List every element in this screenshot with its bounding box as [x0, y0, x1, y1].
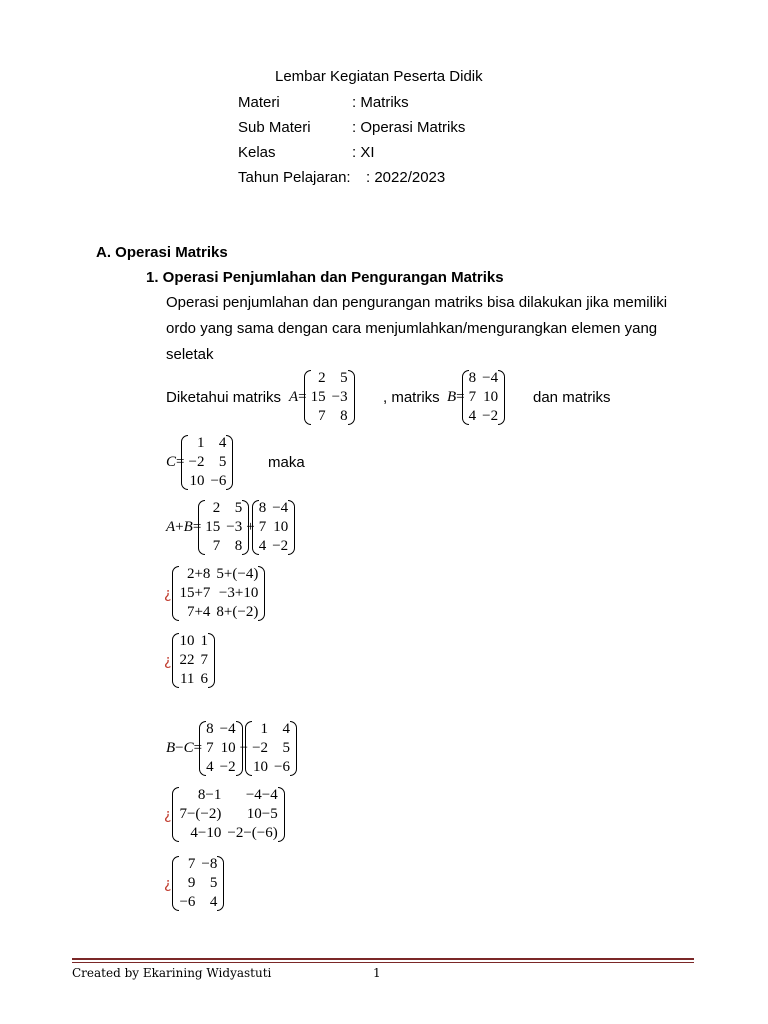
matrix-cell: 4 — [282, 721, 290, 737]
matrix-row — [256, 499, 291, 518]
header-label-tahun: Tahun Pelajaran: — [238, 169, 351, 186]
matrix-row — [176, 584, 261, 603]
diff-equation: B − C = 8 −4 7 10 4 −2 − 1 4 −2 5 10 −6 — [166, 720, 294, 777]
sum-result: ¿ 10 1 22 7 11 6 — [164, 632, 212, 689]
matrix-row — [249, 720, 293, 739]
matrix-cell: 10 — [189, 473, 205, 489]
matrix-cell: −2 — [272, 538, 289, 554]
matrix-row — [176, 651, 211, 670]
header-value-materi: : Matriks — [352, 94, 409, 111]
sum-matrix-A — [202, 499, 245, 556]
matrix-cell: −2 — [188, 454, 205, 470]
header-label-sub-materi: Sub Materi — [238, 119, 311, 136]
footer-rule-thick — [72, 958, 694, 960]
matrix-C — [185, 434, 229, 491]
matrix-cell: 5 — [340, 370, 348, 386]
matrix-cell: 2+8 — [186, 566, 211, 582]
matrix-row — [202, 518, 245, 537]
matrix-cell: −4 — [219, 721, 236, 737]
matrix-cell: 7−(−2) — [179, 806, 222, 822]
diff-result-matrix — [176, 855, 220, 912]
matrix-cell: 5 — [234, 500, 243, 516]
matrix-row — [202, 499, 245, 518]
matrix-cell: 7 — [206, 740, 214, 756]
matrix-cell: 22 — [179, 652, 195, 668]
matrix-cell: −6 — [274, 759, 290, 775]
matrix-cell: 4−10 — [190, 825, 222, 841]
given-prefix: Diketahui matriks — [166, 389, 282, 406]
matrix-cell: 10 — [273, 519, 289, 535]
matrix-row — [176, 893, 220, 912]
header-label-kelas: Kelas — [238, 144, 276, 161]
matrix-row — [466, 407, 501, 426]
matrix-row — [176, 565, 261, 584]
diff-step-matrix — [176, 786, 280, 843]
paragraph-line-2: ordo yang sama dengan cara menjumlahkan/mengurangkan elemen yang — [166, 320, 658, 337]
matrix-cell: 10−5 — [246, 806, 278, 822]
matrix-cell: 8+(−2) — [216, 604, 259, 620]
matrix-cell: 6 — [200, 671, 208, 687]
paragraph-line-1: Operasi penjumlahan dan pengurangan matriks bisa dilakukan jika memiliki — [166, 294, 668, 311]
matrix-row — [176, 603, 261, 622]
matrix-cell: 4 — [218, 435, 227, 451]
matrix-cell: −2 — [219, 759, 236, 775]
matrix-cell: 5 — [282, 740, 290, 756]
matrix-cell: −3 — [226, 519, 243, 535]
header-value-sub-materi: : Operasi Matriks — [352, 119, 466, 136]
matrix-cell: 2 — [212, 500, 221, 516]
matrix-cell: 7 — [318, 408, 326, 424]
matrix-cell: −2−(−6) — [227, 825, 278, 841]
matrix-cell: 2 — [318, 370, 326, 386]
matrix-cell: −8 — [201, 856, 218, 872]
diff-result: ¿ 7 −8 9 5 −6 4 — [164, 855, 221, 912]
matrix-cell: 7 — [258, 519, 267, 535]
matrix-cell: 9 — [187, 875, 196, 891]
maka-text: maka — [268, 454, 305, 471]
matrix-B — [466, 369, 501, 426]
subsection-heading: 1. Operasi Penjumlahan dan Pengurangan Matriks — [146, 269, 504, 286]
matrix-cell: −3 — [331, 389, 348, 405]
header-value-tahun: : 2022/2023 — [366, 169, 446, 186]
footer-page-number: 1 — [373, 966, 381, 980]
matrix-row — [466, 369, 501, 388]
matrix-cell: −6 — [210, 473, 227, 489]
matrix-B-definition: B = 8 −4 7 10 4 −2 — [447, 369, 502, 426]
matrix-cell: 10 — [220, 740, 236, 756]
matrix-row — [256, 537, 291, 556]
matrix-cell: −4 — [272, 500, 289, 516]
matrix-cell: 5 — [209, 875, 218, 891]
footer-rule-thin — [72, 962, 694, 963]
matrix-cell: 1 — [260, 721, 269, 737]
matrix-row — [256, 518, 291, 537]
matrix-A-definition: A = 2 5 15 −3 7 8 — [289, 369, 352, 426]
matrix-row — [185, 434, 229, 453]
matrix-cell: 7 — [200, 652, 208, 668]
matrix-cell: 1 — [200, 633, 208, 649]
sum-result-matrix — [176, 632, 211, 689]
matrix-A — [308, 369, 351, 426]
worksheet-title: Lembar Kegiatan Peserta Didik — [275, 68, 483, 85]
matrix-row — [176, 632, 211, 651]
paragraph-line-3: seletak — [166, 346, 214, 363]
matrix-cell: 7+4 — [186, 604, 211, 620]
matrix-cell: −6 — [179, 894, 196, 910]
matrix-cell: 11 — [179, 671, 195, 687]
matrix-cell: −2 — [252, 740, 269, 756]
matrix-cell: 8 — [206, 721, 214, 737]
matrix-cell: −2 — [482, 408, 499, 424]
matrix-cell: 4 — [209, 894, 218, 910]
matrix-row — [176, 824, 280, 843]
matrix-cell: 15 — [310, 389, 326, 405]
matrix-cell: 8 — [340, 408, 348, 424]
matrix-row — [176, 874, 220, 893]
diff-matrix-B — [203, 720, 238, 777]
matrix-cell: 8 — [468, 370, 477, 386]
matrix-cell: −4 — [482, 370, 499, 386]
matrix-cell: 7 — [468, 389, 477, 405]
matrix-cell: 8 — [258, 500, 267, 516]
matrix-cell: 4 — [468, 408, 477, 424]
given-mid: , matriks — [383, 389, 440, 406]
sum-equation: A + B = 2 5 15 −3 7 8 + 8 −4 7 10 4 −2 — [166, 499, 292, 556]
matrix-cell: 5 — [218, 454, 227, 470]
matrix-cell: 10 — [253, 759, 269, 775]
matrix-row — [185, 472, 229, 491]
matrix-C-definition: C = 1 4 −2 5 10 −6 — [166, 434, 230, 491]
matrix-row — [308, 388, 351, 407]
matrix-cell: 8−1 — [197, 787, 222, 803]
header-value-kelas: : XI — [352, 144, 375, 161]
section-heading: A. Operasi Matriks — [96, 244, 228, 261]
header-label-materi: Materi — [238, 94, 280, 111]
matrix-row — [185, 453, 229, 472]
matrix-row — [176, 855, 220, 874]
matrix-row — [249, 758, 293, 777]
matrix-cell: 7 — [212, 538, 221, 554]
matrix-row — [249, 739, 293, 758]
sum-step-matrix — [176, 565, 261, 622]
matrix-row — [203, 720, 238, 739]
matrix-cell: 10 — [483, 389, 499, 405]
matrix-row — [466, 388, 501, 407]
matrix-row — [308, 369, 351, 388]
matrix-row — [176, 805, 280, 824]
matrix-cell: 4 — [206, 759, 214, 775]
matrix-cell: −4−4 — [245, 787, 278, 803]
matrix-row — [203, 739, 238, 758]
matrix-cell: 4 — [258, 538, 267, 554]
matrix-cell: −3+10 — [218, 585, 259, 601]
matrix-cell: 15 — [205, 519, 221, 535]
sum-step: ¿ 2+8 5+(−4) 15+7 −3+10 7+4 8+(−2) — [164, 565, 262, 622]
footer-author: Created by Ekarining Widyastuti — [72, 966, 272, 980]
sum-matrix-B — [256, 499, 291, 556]
matrix-row — [176, 786, 280, 805]
diff-matrix-C — [249, 720, 293, 777]
matrix-row — [176, 670, 211, 689]
diff-step: ¿ 8−1 −4−4 7−(−2) 10−5 4−10 −2−(−6) — [164, 786, 282, 843]
matrix-cell: 5+(−4) — [216, 566, 259, 582]
matrix-cell: 1 — [196, 435, 205, 451]
matrix-cell: 7 — [187, 856, 196, 872]
given-suffix: dan matriks — [533, 389, 611, 406]
matrix-row — [202, 537, 245, 556]
matrix-row — [203, 758, 238, 777]
matrix-cell: 10 — [179, 633, 195, 649]
matrix-row — [308, 407, 351, 426]
matrix-cell: 15+7 — [179, 585, 211, 601]
matrix-cell: 8 — [234, 538, 243, 554]
